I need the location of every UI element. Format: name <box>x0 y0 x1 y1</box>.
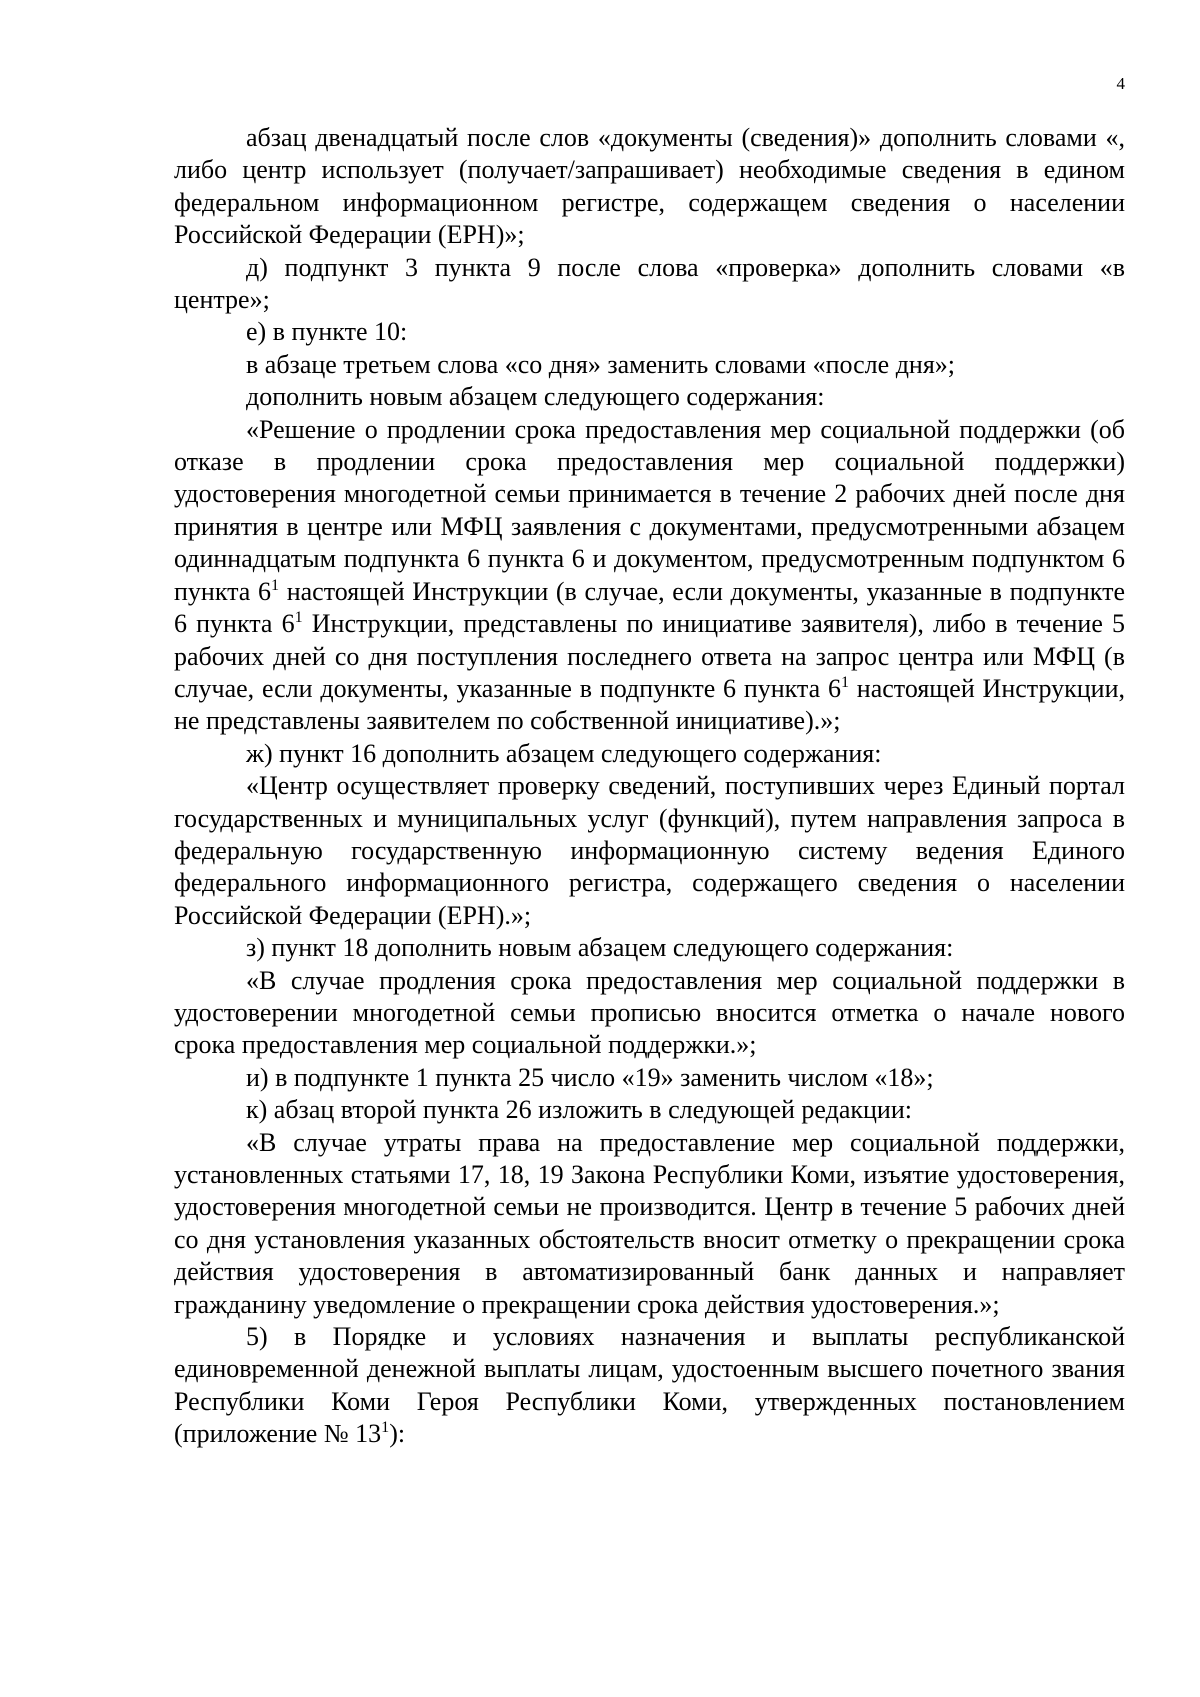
paragraph-6-part-1: «Решение о продлении срока предоставления мер социальной поддержки (об отказе в продлении срока предоставления мер социальной поддержки) удостоверения многодетной семьи принимается в течение 2 рабочих дней после дня принятия в центре или МФЦ заявления с документами, предусмотренными абзацем одиннадцатым подпункта 6 пункта 6 и документом, предусмотренным подпунктом 6 пункта 6 <box>174 414 1125 606</box>
superscript-1: 1 <box>840 673 850 691</box>
paragraph-6-part-2: настоящей Инструкции (в случае, если документы, указанные в подпункте 6 пункта 6 <box>174 576 1125 639</box>
paragraph-5: дополнить новым абзацем следующего содержания: <box>246 382 825 412</box>
paragraph-7: ж) пункт 16 дополнить абзацем следующего содержания: <box>246 738 882 768</box>
paragraph-9: з) пункт 18 дополнить новым абзацем следующего содержания: <box>246 933 954 963</box>
paragraph-14-part-2: ): <box>389 1419 406 1449</box>
paragraph-6 <box>174 414 1125 738</box>
paragraph-14-part-1: 5) в Порядке и условиях назначения и выплаты республиканской единовременной денежной выплаты лицам, удостоенным высшего почетного звания Республики Коми Героя Республики Коми, утвержденных постановлением (приложение № 13 <box>174 1322 1125 1449</box>
paragraph-8: «Центр осуществляет проверку сведений, поступивших через Единый портал государственных и муниципальных услуг (функций), путем направления запроса в федеральную государственную информационную систему ведения Единого федерального информационного регистра, содержащего сведения о населении Российской Федерации (ЕРН).»; <box>174 771 1125 930</box>
paragraph-6-part-4: настоящей Инструкции, не представлены заявителем по собственной инициативе).»; <box>174 673 1125 736</box>
paragraph-12: к) абзац второй пункта 26 изложить в следующей редакции: <box>246 1095 912 1125</box>
page-number: 4 <box>1116 74 1125 93</box>
superscript-1: 1 <box>381 1419 390 1437</box>
paragraph-2: д) подпункт 3 пункта 9 после слова «проверка» дополнить словами «в центре»; <box>174 252 1125 315</box>
paragraph-6-part-3: Инструкции, представлены по инициативе заявителя), либо в течение 5 рабочих дней со дня поступления последнего ответа на запрос центра или МФЦ (в случае, если документы, указанные в подпункте 6 пункта 6 <box>174 609 1125 703</box>
paragraph-3: е) в пункте 10: <box>246 317 408 347</box>
superscript-1: 1 <box>270 576 280 594</box>
paragraph-14 <box>174 1321 1125 1451</box>
paragraph-4: в абзаце третьем слова «со дня» заменить словами «после дня»; <box>246 349 956 379</box>
superscript-1: 1 <box>294 609 303 627</box>
paragraph-13: «В случае утраты права на предоставление мер социальной поддержки, установленных статьями 17, 18, 19 Закона Республики Коми, изъятие удостоверения, удостоверения многодетной семьи не производится. Центр в течение 5 рабочих дней со дня установления указанных обстоятельств вносит отметку о прекращении срока действия удостоверения в автоматизированный банк данных и направляет гражданину уведомление о прекращении срока действия удостоверения.»; <box>174 1127 1125 1319</box>
paragraph-11: и) в подпункте 1 пункта 25 число «19» заменить числом «18»; <box>246 1062 934 1092</box>
paragraph-1: абзац двенадцатый после слов «документы (сведения)» дополнить словами «, либо центр использует (получает/запрашивает) необходимые сведения в едином федеральном информационном регистре, содержащем сведения о населении Российской Федерации (ЕРН)»; <box>174 123 1125 250</box>
paragraph-10: «В случае продления срока предоставления мер социальной поддержки в удостоверении многодетной семьи прописью вносится отметка о начале нового срока предоставления мер социальной поддержки.»; <box>174 965 1125 1060</box>
